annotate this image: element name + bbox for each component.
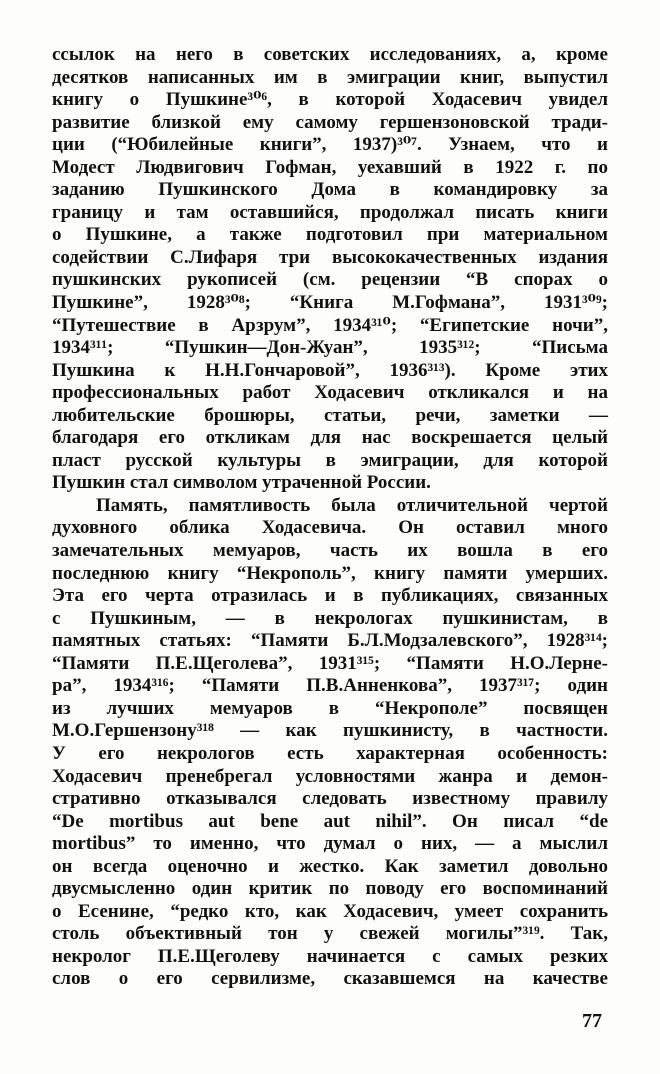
text-line: пушкинских рукописей (см. рецензии “В спорах о [52,269,608,291]
text-line: Эта его черта отразилась и в публикациях, связанных [52,585,608,607]
text-line: заданию Пушкинского Дома в командировку за [52,179,608,201]
text-line: столь объективный тон у свежей могилы”³¹⁹. Так, [52,923,608,945]
text-line: книгу о Пушкине³⁰⁶, в которой Ходасевич увидел [52,89,608,111]
text-line: последнюю книгу “Некрополь”, книгу памяти умерших. [52,562,608,584]
text-line: слов о его сервилизме, сказавшемся на качестве [52,968,608,990]
text-line: профессиональных работ Ходасевич откликался и на [52,382,608,404]
text-line: двусмысленно один критик по поводу его воспоминаний [52,878,608,900]
text-line: Пушкина к Н.Н.Гончаровой”, 1936³¹³). Кроме этих [52,359,608,381]
paragraph [52,495,608,991]
text-line: границу и там оставшийся, продолжал писать книги [52,201,608,223]
text-line: стративно отказывался следовать известному правилу [52,788,608,810]
text-line: о Есенине, “редко кто, как Ходасевич, умеет сохранить [52,900,608,922]
text-line: замечательных мемуаров, часть их вошла в его [52,540,608,562]
text-line: памятных статьях: “Памяти Б.Л.Модзалевского”, 1928³¹⁴; [52,630,608,652]
text-line: благодаря его откликам для нас воскрешается целый [52,427,608,449]
text-line: Пушкине”, 1928³⁰⁸; “Книга М.Гофмана”, 1931³⁰⁹; [52,292,608,314]
text-line: ции (“Юбилейные книги”, 1937)³⁰⁷. Узнаем, что и [52,134,608,156]
text-line: он всегда оценочно и жестко. Как заметил довольно [52,855,608,877]
text-line: Пушкин стал символом утраченной России. [52,472,431,494]
text-line: духовного облика Ходасевича. Он оставил много [52,517,608,539]
text-line: любительские брошюры, статьи, речи, заметки — [52,404,608,426]
text-line: У его некрологов есть характерная особенность: [52,742,608,764]
text-line: 1934³¹¹; “Пушкин—Дон-Жуан”, 1935³¹²; “Письма [52,337,608,359]
text-line: Модест Людвигович Гофман, уехавший в 1922 г. по [52,156,608,178]
text-line: ссылок на него в советских исследованиях, а, кроме [52,44,608,65]
text-line: ра”, 1934³¹⁶; “Памяти П.В.Анненкова”, 1937³¹⁷; один [52,675,608,697]
body-text [52,44,608,991]
text-line: М.О.Гершензону³¹⁸ — как пушкинисту, в частности. [52,720,608,742]
text-line: с Пушкиным, — в некрологах пушкинистам, в [52,607,608,629]
text-line: “De mortibus aut bene aut nihil”. Он писал “de [52,810,608,832]
text-line: развитие близкой ему самому гершензоновской тради- [52,111,608,133]
text-line: некролог П.Е.Щеголеву начинается с самых резких [52,945,608,967]
text-line: о Пушкине, а также подготовил при материальном [52,224,608,246]
text-line: Ходасевич пренебрегал условностями жанра и демон- [52,765,608,787]
page-number: 77 [582,1010,602,1032]
paragraph [52,44,608,495]
text-line: mortibus” то именно, что думал о них, — а мыслил [52,833,608,855]
text-line: из лучших мемуаров в “Некрополе” посвящен [52,697,608,719]
text-line: “Путешествие в Арзрум”, 1934³¹⁰; “Египетские ночи”, [52,314,608,336]
text-line: Память, памятливость была отличительной чертой [96,494,608,516]
text-line: пласт русской культуры в эмиграции, для которой [52,449,608,471]
text-line: десятков написанных им в эмиграции книг, выпустил [52,66,608,88]
text-line: содействии С.Лифаря три высококачественных издания [52,246,608,268]
text-line: “Памяти П.Е.Щеголева”, 1931³¹⁵; “Памяти Н.О.Лерне- [52,652,608,674]
